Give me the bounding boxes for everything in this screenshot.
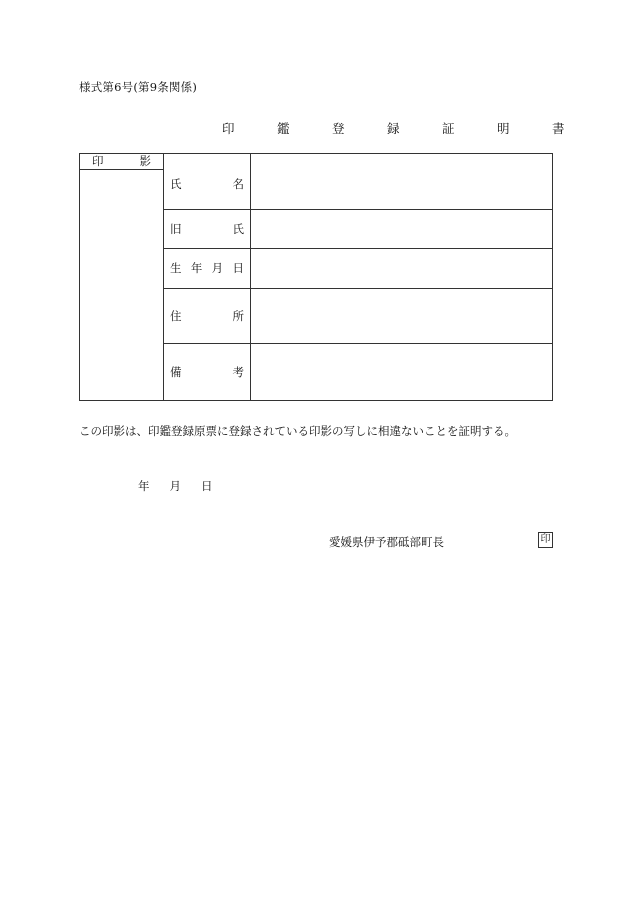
- remarks-label-char-2: 考: [232, 365, 244, 380]
- form-number: 様式第6号(第9条関係): [79, 80, 198, 94]
- name-value-cell: [251, 154, 553, 210]
- seal-impression-area: [80, 170, 163, 400]
- name-label-char-1: 氏: [170, 177, 182, 191]
- birth-date-label-char-2: 年: [190, 261, 203, 276]
- address-label-char-1: 住: [170, 308, 182, 323]
- seal-impression-cell: [80, 154, 164, 401]
- former-surname-label-char-1: 旧: [170, 221, 182, 236]
- remarks-label-char-1: 備: [170, 365, 182, 380]
- birth-date-label-cell: [164, 249, 251, 288]
- address-label-cell: [164, 288, 251, 344]
- seal-impression-header: [80, 154, 163, 170]
- date-year-label: 年: [138, 479, 150, 493]
- remarks-value-cell: [251, 344, 553, 401]
- seal-header-char-1: 印: [92, 154, 104, 168]
- seal-header-char-2: 影: [139, 154, 151, 168]
- birth-date-label-char-3: 月: [211, 261, 224, 276]
- registration-table: [79, 153, 553, 401]
- name-label-char-2: 名: [232, 177, 244, 191]
- former-surname-label-char-2: 氏: [232, 221, 244, 236]
- former-surname-value-cell: [251, 209, 553, 248]
- birth-date-label-char-1: 生: [170, 261, 182, 276]
- issue-date: [138, 478, 213, 494]
- address-value-cell: [251, 288, 553, 344]
- date-day-label: 日: [201, 479, 213, 493]
- name-label-cell: [164, 154, 251, 210]
- address-label-char-2: 所: [232, 308, 244, 323]
- certification-statement: この印影は、印鑑登録原票に登録されている印影の写しに相違ないことを証明する。: [79, 424, 516, 438]
- date-month-label: 月: [169, 479, 181, 493]
- document-title: 印 鑑 登 録 証 明 書: [222, 121, 580, 136]
- official-seal-mark: 印: [538, 532, 553, 548]
- birth-date-value-cell: [251, 249, 553, 288]
- table-row-name: [80, 154, 553, 210]
- remarks-label-cell: [164, 344, 251, 401]
- birth-date-label-char-4: 日: [232, 261, 244, 276]
- former-surname-label-cell: [164, 209, 251, 248]
- issuer-name: 愛媛県伊予郡砥部町長: [329, 535, 444, 549]
